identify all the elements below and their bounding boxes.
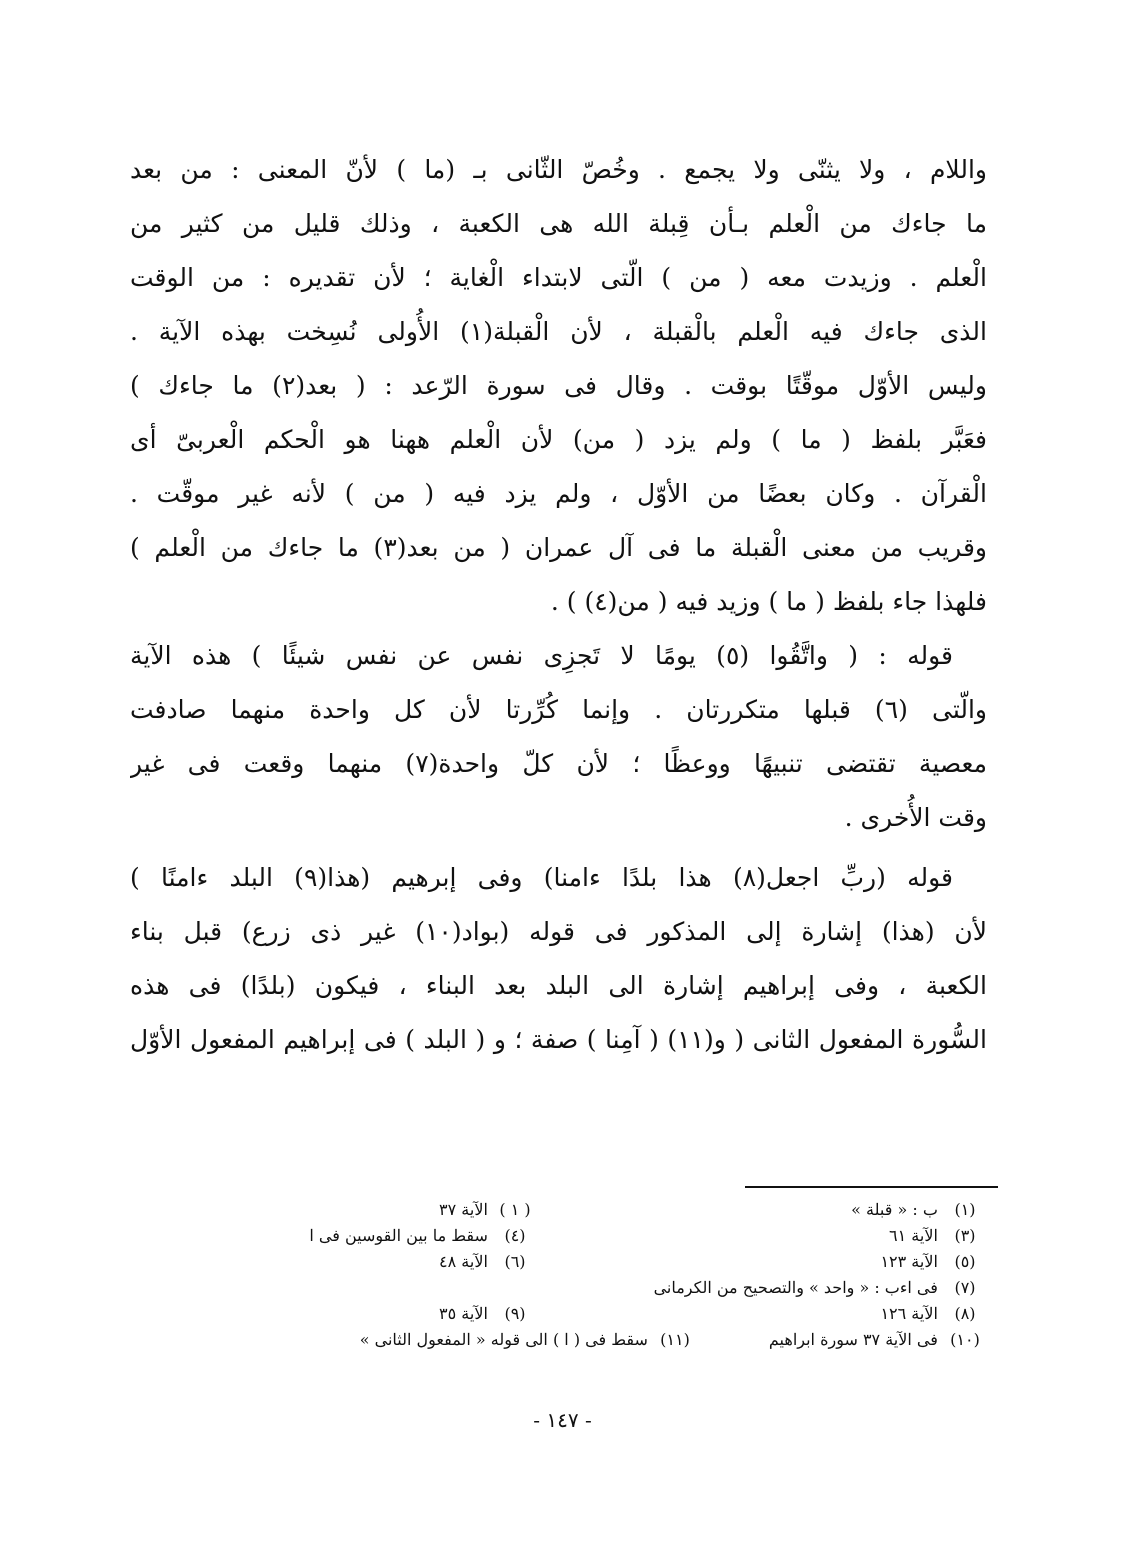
text-line: واللام ، ولا يثنّى ولا يجمع . وخُصّ الثّانى بـ (ما ) لأنّ المعنى : من بعد — [130, 155, 987, 184]
text-line: الْقرآن . وكان بعضًا من الأوّل ، ولم يزد فيه ( من ) لأنه غير موقّت . — [130, 479, 987, 508]
footnote-text: الآية ١٢٣ — [880, 1252, 938, 1271]
footnote-number: (١٠) — [950, 1330, 980, 1349]
page-number: - ١٤٧ - — [533, 1408, 592, 1432]
footnote — [439, 1301, 537, 1327]
footnote-divider — [745, 1186, 998, 1188]
footnote-row — [130, 1275, 987, 1301]
footnote-row — [130, 1301, 987, 1327]
text-line: فعَبَّر بلفظ ( ما ) ولم يزد ( من) لأن الْعلم ههنا هو الْحكم الْعربىّ أى — [130, 425, 987, 454]
footnote-row — [130, 1197, 987, 1223]
footnote-number: (٨) — [954, 1304, 976, 1323]
text-line: والّتى (٦) قبلها متكررتان . وإنما كُرِّرتا لأن كل واحدة منهما صادفت — [130, 695, 987, 724]
footnote — [769, 1327, 987, 1353]
text-line: قوله : ( واتَّقُوا (٥) يومًا لا تَجزِى نفس عن نفس شيئًا ) هذه الآية — [130, 641, 953, 670]
footnote — [309, 1223, 537, 1249]
footnote-number: (٥) — [954, 1252, 976, 1271]
footnote-text: سقط فى ( ا ) الى قوله « المفعول الثانى » — [359, 1330, 648, 1349]
footnote-row — [130, 1327, 987, 1353]
footnote-number: (٧) — [954, 1278, 976, 1297]
footnotes — [130, 1197, 987, 1353]
footnote-number: (١١) — [660, 1330, 690, 1349]
footnote — [360, 1327, 697, 1353]
text-line: الكعبة ، وفى إبراهيم إشارة الى البلد بعد البناء ، فيكون (بلدًا) فى هذه — [130, 971, 987, 1000]
footnote-text: الآية ٤٨ — [439, 1252, 488, 1271]
footnote-number: (٦) — [504, 1252, 526, 1271]
text-line: وقت الأُخرى . — [844, 803, 987, 832]
footnote — [439, 1197, 537, 1223]
text-line: معصية تقتضى تنبيهًا ووعظًا ؛ لأن كلّ واحدة(٧) منهما وقعت فى غير — [130, 749, 987, 778]
footnote-number: (٤) — [504, 1226, 526, 1245]
footnote-text: الآية ٦١ — [889, 1226, 938, 1245]
footnote-number: (٩) — [504, 1304, 526, 1323]
text-line: قوله (ربِّ اجعل(٨) هذا بلدًا ءامنا) وفى إبرهيم (هذا(٩) البلد ءامنًا ) — [130, 863, 953, 892]
text-line: الْعلم . وزيدت معه ( من ) الّتى لابتداء الْغاية ؛ لأن تقديره : من الوقت — [130, 263, 987, 292]
footnote-text: فى اءب : « واحد » والتصحيح من الكرمانى — [653, 1278, 938, 1297]
footnote — [889, 1223, 987, 1249]
footnote-text: ب : « قبلة » — [851, 1200, 938, 1219]
footnote-number: ( ١ ) — [499, 1200, 531, 1219]
footnote-text: الآية ١٢٦ — [880, 1304, 938, 1323]
footnote-text: الآية ٣٥ — [439, 1304, 488, 1323]
text-line: ما جاءك من الْعلم بـأن قِبلة الله هى الكعبة ، وذلك قليل من كثير من — [130, 209, 987, 238]
text-line: وقريب من معنى الْقبلة ما فى آل عمران ( من بعد(٣) ما جاءك من الْعلم ) — [130, 533, 987, 562]
text-line: الذى جاءك فيه الْعلم بالْقبلة ، لأن الْقبلة(١) الأُولى نُسِخت بهذه الآية . — [130, 317, 987, 346]
text-line: لأن (هذا) إشارة إلى المذكور فى قوله (بواد(١٠) غير ذى زرع) قبل بناء — [130, 917, 987, 946]
footnote-row — [130, 1223, 987, 1249]
main-text — [130, 143, 987, 1067]
text-line: وليس الأوّل موقّتًا بوقت . وقال فى سورة الرّعد : ( بعد(٢) ما جاءك ) — [130, 371, 987, 400]
footnote — [439, 1249, 537, 1275]
footnote-text: الآية ٣٧ — [439, 1200, 488, 1219]
footnote — [880, 1249, 987, 1275]
footnote-row — [130, 1249, 987, 1275]
footnote-text: سقط ما بين القوسين فى ا — [309, 1226, 488, 1245]
text-line: فلهذا جاء بلفظ ( ما ) وزيد فيه ( من(٤) ) . — [550, 587, 987, 616]
footnote-number: (٣) — [954, 1226, 976, 1245]
text-line: السُّورة المفعول الثانى ( و(١١) ( آمِنا ) صفة ؛ و ( البلد ) فى إبراهيم المفعول الأوّل — [130, 1025, 987, 1054]
footnote-number: (١) — [954, 1200, 976, 1219]
footnote — [880, 1301, 987, 1327]
footnote — [654, 1275, 987, 1301]
footnote — [851, 1197, 987, 1223]
footnote-text: فى الآية ٣٧ سورة ابراهيم — [768, 1330, 938, 1349]
